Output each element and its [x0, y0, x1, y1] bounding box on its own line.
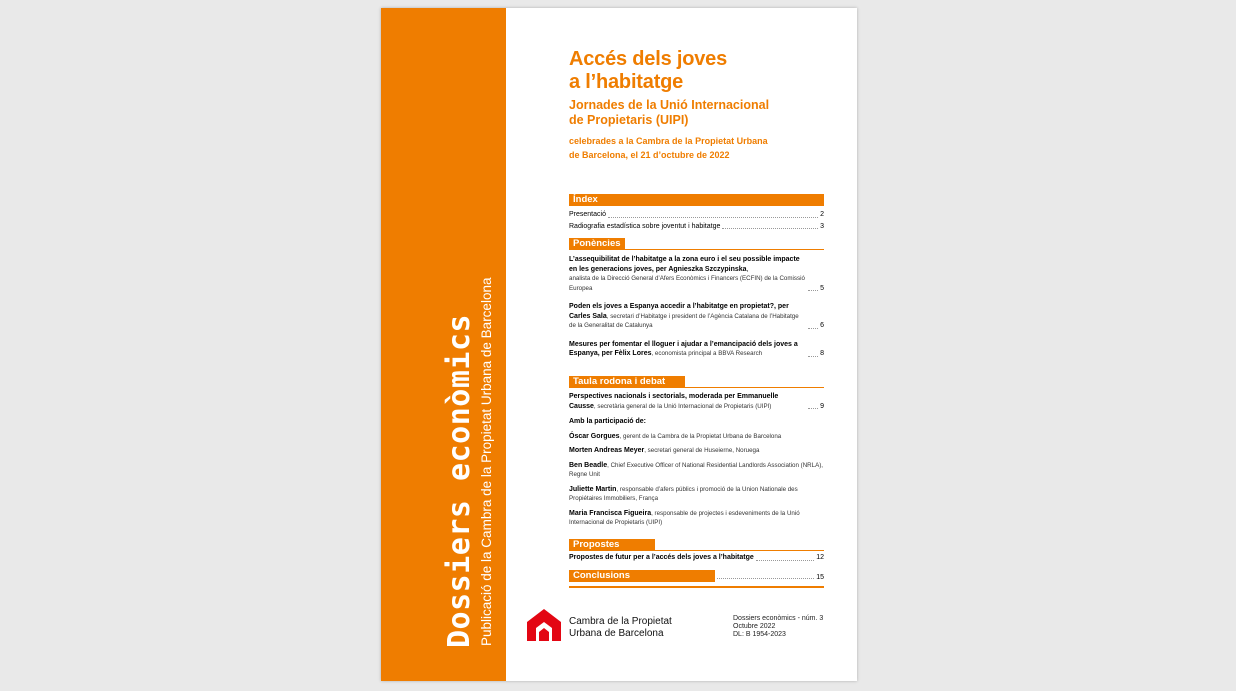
leader-dots — [808, 408, 818, 409]
leader-dots — [808, 356, 818, 357]
index-section — [569, 194, 824, 231]
toc-page-number: 3 — [820, 222, 824, 230]
document-subtitle-event: celebrades a la Cambra de la Propietat Urbana de Barcelona, el 21 d’octubre de 2022 — [569, 136, 768, 160]
talk-separator: , — [746, 265, 749, 273]
toc-entry-label: Radiografia estadística sobre joventut i habitatge — [569, 222, 721, 230]
participant — [569, 446, 824, 456]
ponencies-heading: Ponències — [569, 238, 625, 250]
talk-speaker-role: , economista principal a BBVA Research — [651, 350, 763, 357]
participant-name: Morten Andreas Meyer — [569, 447, 645, 454]
toc-entry[interactable] — [569, 340, 824, 359]
issue-date: Octubre 2022 — [733, 623, 776, 630]
heading-underline — [569, 586, 824, 588]
toc-entry[interactable] — [569, 255, 824, 293]
heading-underline — [569, 550, 824, 552]
talk-title: L’assequibilitat de l’habitatge a la zona euro i el seu possible impacte en les generacions joves, per Agnieszka Szczypinska — [569, 256, 800, 273]
toc-page-number: 15 — [816, 574, 824, 581]
ponencies-section — [569, 238, 824, 359]
ponencies-heading-bar — [569, 238, 824, 250]
index-heading: Índex — [569, 194, 824, 206]
toc-page-number: 6 — [820, 322, 824, 329]
talk-title: Mesures per fomentar el lloguer i ajudar a l’emancipació dels joves a Espanya, per Fèlix Lores — [569, 340, 798, 357]
participant-role: , responsable de projectes i esdeveniments de la Unió Internacional de Propietaris (UIPI) — [569, 509, 800, 526]
roundtable-title: Perspectives nacionals i sectorials, moderada per Emmanuelle Causse — [569, 393, 779, 410]
toc-entry-text — [569, 392, 806, 411]
participant — [569, 461, 824, 480]
leader-dots — [722, 228, 818, 229]
toc-entry-text — [569, 340, 806, 359]
talk-speaker-role: analista de la Direcció General d’Afers Econòmics i Financers (ECFIN) de la Comissió Europea — [569, 275, 805, 292]
participation-label: Amb la participació de: — [569, 418, 647, 425]
toc-page-number: 2 — [820, 211, 824, 218]
toc-entry[interactable] — [569, 553, 824, 563]
toc-entry-text — [569, 302, 806, 331]
index-heading-bar — [569, 194, 824, 206]
roundtable-heading: Taula rodona i debat — [569, 376, 685, 388]
leader-dots — [756, 560, 814, 561]
chamber-logo-icon — [526, 608, 562, 642]
document-subtitle: Jornades de la Unió Internacional de Propietaris (UIPI) — [569, 98, 770, 127]
toc-entry[interactable] — [569, 210, 824, 220]
participant — [569, 432, 824, 442]
document-page — [381, 8, 857, 681]
series-title: Dossiers econòmics — [442, 313, 477, 648]
moderator-role: , secretària general de la Unió Internacional de Propietaris (UIPI) — [593, 402, 772, 410]
conclusions-section[interactable] — [569, 570, 824, 588]
participant-role: , responsable d’afers públics i promoció de la Union Nationale des Propiétaires Immobiliers, França — [569, 485, 798, 502]
issue-number: Dossiers econòmics - núm. 3 — [733, 615, 824, 622]
talk-title: Poden els joves a Espanya accedir a l’habitatge en propietat?, per Carles Sala — [569, 303, 789, 320]
toc-entry-label: Presentació — [569, 211, 606, 218]
side-text — [443, 278, 495, 648]
leader-dots — [808, 290, 818, 291]
participant — [569, 509, 824, 528]
toc-page-number: 5 — [820, 284, 824, 292]
participant — [569, 485, 824, 504]
side-band — [381, 8, 506, 681]
toc-entry[interactable] — [569, 302, 824, 331]
talk-speaker-role: , secretari d’Habitatge i president de l’Agència Catalana de l’Habitatge de la Generalitat de Catalunya — [569, 312, 799, 329]
conclusions-heading-bar — [569, 570, 824, 582]
publisher-name: Cambra de la Propietat Urbana de Barcelona — [569, 616, 672, 639]
participant-role: , gerent de la Cambra de la Propietat Urbana de Barcelona — [619, 432, 782, 440]
heading-underline — [569, 249, 824, 251]
participant-name: Óscar Gorgues — [569, 432, 620, 440]
roundtable-section — [569, 376, 824, 528]
legal-deposit: DL: B 1954-2023 — [733, 631, 786, 638]
participant-name: Maria Francisca Figueira — [569, 509, 652, 517]
participant-role: , secretari general de Huseierne, Noruega — [644, 447, 760, 454]
leader-dots — [808, 328, 818, 329]
leader-dots — [717, 578, 814, 579]
toc-entry-label: Propostes de futur per a l’accés dels joves a l’habitatge — [569, 554, 754, 561]
heading-underline — [569, 387, 824, 389]
toc-page-number: 12 — [816, 554, 824, 561]
roundtable-heading-bar — [569, 376, 824, 388]
publication-info — [733, 615, 823, 639]
participant-name: Juliette Martin — [569, 485, 617, 493]
toc-entry-text — [569, 255, 806, 293]
series-subtitle: Publicació de la Cambra de la Propietat Urbana de Barcelona — [479, 277, 494, 646]
toc-entry[interactable] — [569, 222, 824, 232]
participant-name: Ben Beadle — [569, 461, 608, 469]
header — [569, 48, 824, 162]
toc-entry[interactable] — [569, 392, 824, 411]
propostes-section — [569, 539, 824, 563]
conclusions-heading: Conclusions — [569, 570, 715, 582]
participant-role: , Chief Executive Officer of National Residential Landlords Association (NRLA), Regne Unit — [569, 461, 823, 478]
toc-page-number: 9 — [820, 402, 824, 410]
toc-page-number: 8 — [820, 350, 824, 357]
propostes-heading-bar — [569, 539, 824, 551]
document-title: Accés dels joves a l’habitatge — [569, 48, 728, 93]
leader-dots — [608, 217, 818, 218]
propostes-heading: Propostes — [569, 539, 655, 551]
